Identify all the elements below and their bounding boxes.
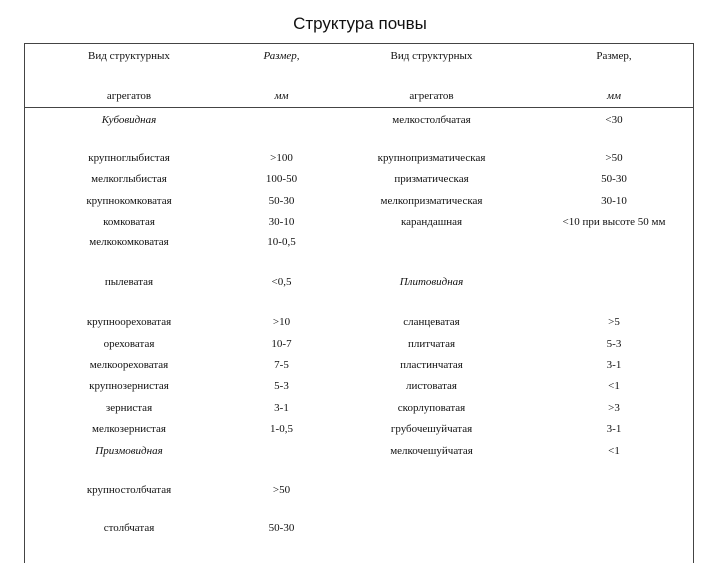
header-divider bbox=[24, 107, 694, 108]
table-cell: <0,5 bbox=[271, 276, 292, 288]
table-cell: 3-1 bbox=[274, 402, 289, 414]
table-cell: мелкопризматическая bbox=[380, 195, 483, 207]
page-title: Структура почвы bbox=[293, 14, 427, 33]
table-cell: 10-0,5 bbox=[267, 236, 296, 248]
table-cell: комковатая bbox=[103, 216, 155, 228]
table-cell: 10-7 bbox=[271, 338, 292, 350]
table-cell: призматическая bbox=[394, 173, 469, 185]
table-cell: карандашная bbox=[400, 216, 463, 228]
header-col3-line2: агрегатов bbox=[409, 90, 454, 102]
header-col1-line1: Вид структурных bbox=[88, 50, 170, 62]
table-cell: <30 bbox=[605, 114, 623, 126]
header-col3-line1: Вид структурных bbox=[390, 50, 473, 62]
table-cell: 5-3 bbox=[606, 338, 622, 350]
table-cell: 3-1 bbox=[606, 423, 622, 435]
table-cell: пластинчатая bbox=[400, 359, 463, 371]
table-cell: 5-3 bbox=[274, 380, 289, 392]
table-cell: крупнозернистая bbox=[89, 380, 169, 392]
table-cell: <1 bbox=[608, 380, 620, 392]
table-cell: пылеватая bbox=[104, 276, 154, 288]
table-cell: мелкокомковатая bbox=[89, 236, 169, 248]
table-cell: крупнокомковатая bbox=[86, 195, 172, 207]
table-cell: 50-30 bbox=[268, 195, 295, 207]
table-cell: 30-10 bbox=[268, 216, 295, 228]
table-cell: 50-30 bbox=[601, 173, 627, 185]
table-cell: скорлуповатая bbox=[397, 402, 466, 414]
header-col1-line2: агрегатов bbox=[106, 90, 152, 102]
table-cell: крупноглыбистая bbox=[88, 152, 170, 164]
table-cell: грубочешуйчатая bbox=[390, 423, 473, 435]
table-cell: >3 bbox=[608, 402, 620, 414]
table-cell: 50-30 bbox=[268, 522, 295, 534]
table-cell: столбчатая bbox=[103, 522, 155, 534]
table-cell: 1-0,5 bbox=[270, 423, 293, 435]
table-cell: >10 bbox=[272, 316, 291, 328]
table-cell: мелкозернистая bbox=[92, 423, 166, 435]
table-cell: 30-10 bbox=[601, 195, 627, 207]
header-col4-line2: мм bbox=[606, 90, 622, 102]
table-cell: >100 bbox=[270, 152, 293, 164]
table-cell: плитчатая bbox=[407, 338, 456, 350]
header-col2-line2: мм bbox=[274, 90, 289, 102]
table-cell: крупнопризматическая bbox=[377, 152, 486, 164]
table-cell: Плитовидная bbox=[399, 276, 464, 288]
table-cell: 7-5 bbox=[274, 359, 289, 371]
table-cell: <1 bbox=[608, 445, 620, 457]
table-cell: листоватая bbox=[406, 380, 457, 392]
table-cell: <10 при высоте 50 мм bbox=[562, 216, 666, 228]
table-cell: зернистая bbox=[105, 402, 153, 414]
table-cell: мелкостолбчатая bbox=[392, 114, 471, 126]
table-cell: Кубовидная bbox=[101, 114, 157, 126]
table-cell: мелкоореховатая bbox=[89, 359, 169, 371]
table-cell: 100-50 bbox=[265, 173, 298, 185]
table-cell: Призмовидная bbox=[95, 445, 163, 457]
table-cell: крупностолбчатая bbox=[86, 484, 172, 496]
header-col4-line1: Размер, bbox=[596, 50, 632, 62]
header-col2-line1: Размер, bbox=[263, 50, 300, 62]
table-cell: >5 bbox=[608, 316, 620, 328]
table-cell: ореховатая bbox=[103, 338, 155, 350]
table-cell: мелкочешуйчатая bbox=[390, 445, 473, 457]
table-cell: 3-1 bbox=[606, 359, 622, 371]
table-cell: мелкоглыбистая bbox=[91, 173, 167, 185]
table-cell: >50 bbox=[605, 152, 623, 164]
table-cell: сланцеватая bbox=[403, 316, 460, 328]
table-cell: крупноореховатая bbox=[86, 316, 172, 328]
table-cell: >50 bbox=[272, 484, 291, 496]
